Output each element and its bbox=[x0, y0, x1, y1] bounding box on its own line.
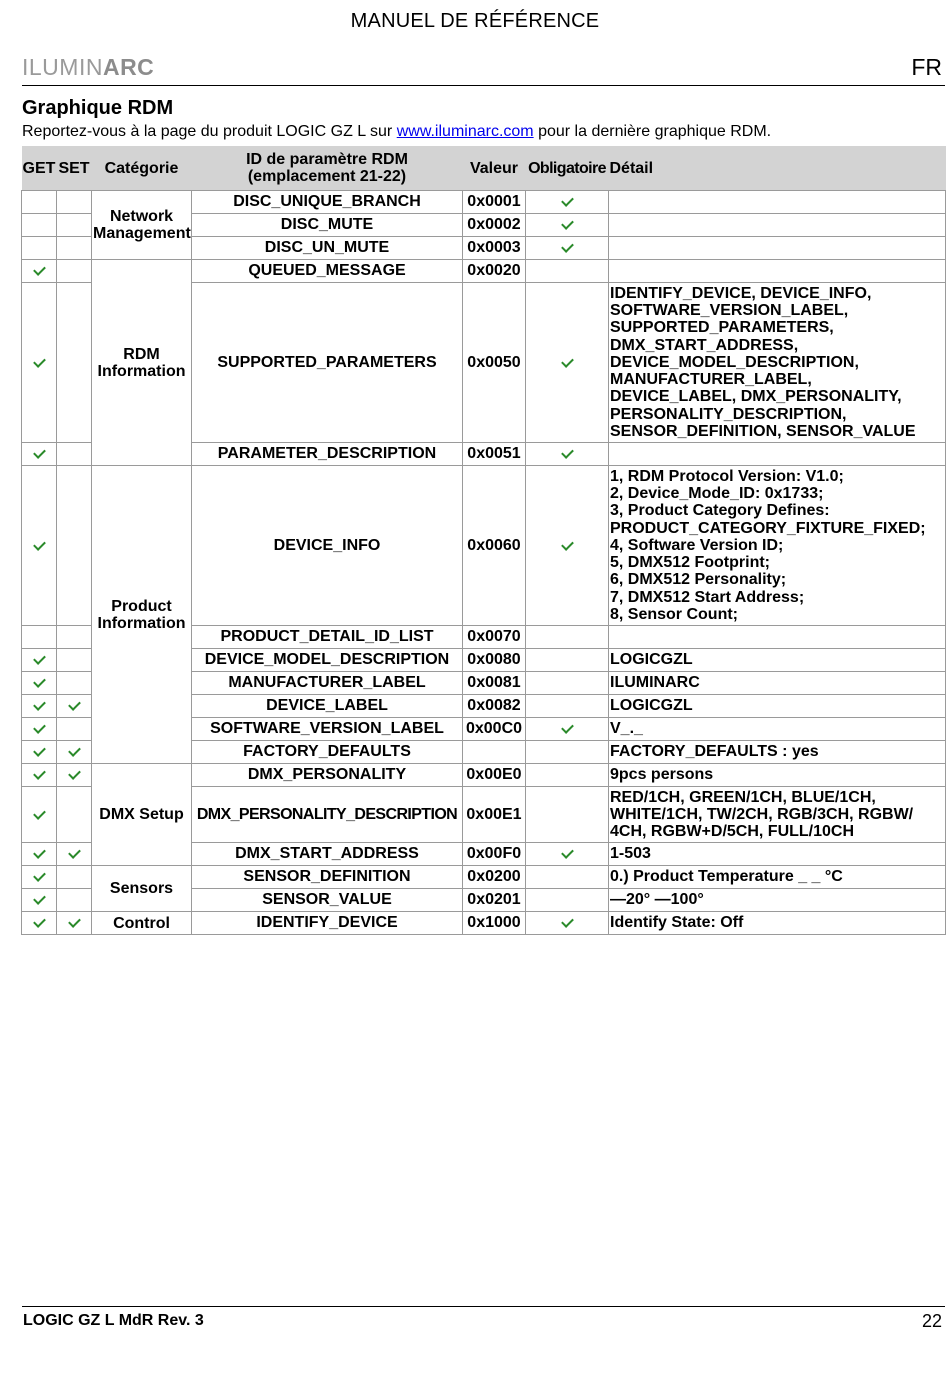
get-cell bbox=[22, 843, 57, 866]
page-number: 22 bbox=[921, 1311, 942, 1331]
value-cell: 0x0001 bbox=[463, 191, 526, 214]
get-cell bbox=[22, 466, 57, 626]
check-icon bbox=[68, 744, 81, 757]
check-icon bbox=[68, 767, 81, 780]
category-cell: Sensors bbox=[92, 866, 192, 912]
detail-cell bbox=[609, 626, 946, 649]
intro-text bbox=[22, 123, 771, 141]
get-cell bbox=[22, 214, 57, 237]
value-cell: 0x0200 bbox=[463, 866, 526, 889]
table-row bbox=[22, 260, 946, 283]
brand-logo-bold: ARC bbox=[102, 54, 155, 80]
set-cell bbox=[57, 889, 92, 912]
category-cell: RDM Information bbox=[92, 260, 192, 466]
table-body bbox=[22, 191, 946, 935]
set-cell bbox=[57, 672, 92, 695]
value-cell: 0x00E1 bbox=[463, 787, 526, 843]
param-id-cell: DISC_UN_MUTE bbox=[192, 237, 463, 260]
category-cell: Control bbox=[92, 912, 192, 935]
detail-cell bbox=[609, 260, 946, 283]
param-id-cell: IDENTIFY_DEVICE bbox=[192, 912, 463, 935]
brand-logo-light: ILUMIN bbox=[22, 54, 103, 80]
check-icon bbox=[561, 240, 574, 253]
detail-cell: 1, RDM Protocol Version: V1.0; 2, Device_Mode_ID: 0x1733; 3, Product Category Defines: PRODUCT_CATEGORY_FIXTURE_FIXED; 4, Software Version ID; 5, DMX512 Footprint; 6, DMX512 Personality; 7, DMX512 Start Address; 8, Sensor Count; bbox=[609, 466, 946, 626]
value-cell: 0x1000 bbox=[463, 912, 526, 935]
get-cell bbox=[22, 626, 57, 649]
value-cell: 0x0002 bbox=[463, 214, 526, 237]
value-cell: 0x0051 bbox=[463, 443, 526, 466]
header-get: GET bbox=[22, 146, 57, 191]
header-divider bbox=[22, 85, 945, 86]
set-cell bbox=[57, 912, 92, 935]
detail-cell: 0.) Product Temperature _ _ °C bbox=[609, 866, 946, 889]
set-cell bbox=[57, 466, 92, 626]
header-value: Valeur bbox=[463, 146, 526, 191]
required-cell bbox=[526, 912, 609, 935]
param-id-cell: DEVICE_LABEL bbox=[192, 695, 463, 718]
param-id-cell: SUPPORTED_PARAMETERS bbox=[192, 283, 463, 443]
param-id-cell: DMX_PERSONALITY_DESCRIPTION bbox=[192, 787, 463, 843]
get-cell bbox=[22, 191, 57, 214]
table-row bbox=[22, 191, 946, 214]
value-cell: 0x0070 bbox=[463, 626, 526, 649]
value-cell bbox=[463, 741, 526, 764]
rdm-table bbox=[21, 146, 946, 935]
check-icon bbox=[33, 767, 46, 780]
required-cell bbox=[526, 214, 609, 237]
required-cell bbox=[526, 695, 609, 718]
header-required: Obligatoire bbox=[526, 146, 609, 191]
value-cell: 0x00C0 bbox=[463, 718, 526, 741]
value-cell: 0x0003 bbox=[463, 237, 526, 260]
detail-cell: ILUMINARC bbox=[609, 672, 946, 695]
value-cell: 0x0060 bbox=[463, 466, 526, 626]
table-row bbox=[22, 764, 946, 787]
check-icon bbox=[33, 846, 46, 859]
check-icon bbox=[561, 217, 574, 230]
param-id-cell: DEVICE_INFO bbox=[192, 466, 463, 626]
required-cell bbox=[526, 764, 609, 787]
check-icon bbox=[33, 538, 46, 551]
param-id-cell: DMX_START_ADDRESS bbox=[192, 843, 463, 866]
check-icon bbox=[561, 446, 574, 459]
param-id-cell: DISC_MUTE bbox=[192, 214, 463, 237]
required-cell bbox=[526, 443, 609, 466]
check-icon bbox=[33, 675, 46, 688]
footer-divider bbox=[22, 1306, 945, 1307]
required-cell bbox=[526, 626, 609, 649]
required-cell bbox=[526, 718, 609, 741]
section-title: Graphique RDM bbox=[22, 97, 174, 119]
param-id-cell: DMX_PERSONALITY bbox=[192, 764, 463, 787]
footer-doc-title: LOGIC GZ L MdR Rev. 3 bbox=[23, 1312, 204, 1329]
required-cell bbox=[526, 843, 609, 866]
param-id-cell: SOFTWARE_VERSION_LABEL bbox=[192, 718, 463, 741]
check-icon bbox=[68, 915, 81, 928]
required-cell bbox=[526, 466, 609, 626]
set-cell bbox=[57, 260, 92, 283]
set-cell bbox=[57, 191, 92, 214]
category-cell: DMX Setup bbox=[92, 764, 192, 866]
language-code: FR bbox=[911, 54, 942, 80]
value-cell: 0x0020 bbox=[463, 260, 526, 283]
check-icon bbox=[33, 355, 46, 368]
table-header-row bbox=[22, 146, 946, 191]
required-cell bbox=[526, 260, 609, 283]
get-cell bbox=[22, 764, 57, 787]
detail-cell: 9pcs persons bbox=[609, 764, 946, 787]
intro-before: Reportez-vous à la page du produit LOGIC GZ L sur bbox=[22, 123, 397, 140]
page-header-title: MANUEL DE RÉFÉRENCE bbox=[350, 10, 600, 32]
get-cell bbox=[22, 866, 57, 889]
set-cell bbox=[57, 741, 92, 764]
set-cell bbox=[57, 843, 92, 866]
check-icon bbox=[33, 744, 46, 757]
check-icon bbox=[561, 194, 574, 207]
table-row bbox=[22, 866, 946, 889]
detail-cell: V_._ bbox=[609, 718, 946, 741]
set-cell bbox=[57, 764, 92, 787]
detail-cell bbox=[609, 214, 946, 237]
header-param-id: ID de paramètre RDM (emplacement 21-22) bbox=[192, 146, 463, 191]
required-cell bbox=[526, 672, 609, 695]
category-cell: Product Information bbox=[92, 466, 192, 764]
check-icon bbox=[68, 698, 81, 711]
detail-cell: 1-503 bbox=[609, 843, 946, 866]
get-cell bbox=[22, 672, 57, 695]
header-detail: Détail bbox=[609, 146, 946, 191]
param-id-cell: MANUFACTURER_LABEL bbox=[192, 672, 463, 695]
value-cell: 0x0080 bbox=[463, 649, 526, 672]
check-icon bbox=[33, 698, 46, 711]
iluminarc-link[interactable]: www.iluminarc.com bbox=[396, 123, 534, 140]
required-cell bbox=[526, 191, 609, 214]
required-cell bbox=[526, 787, 609, 843]
set-cell bbox=[57, 718, 92, 741]
param-id-cell: DEVICE_MODEL_DESCRIPTION bbox=[192, 649, 463, 672]
get-cell bbox=[22, 912, 57, 935]
category-cell: Network Management bbox=[92, 191, 192, 260]
required-cell bbox=[526, 283, 609, 443]
check-icon bbox=[561, 355, 574, 368]
required-cell bbox=[526, 866, 609, 889]
detail-cell: IDENTIFY_DEVICE, DEVICE_INFO, SOFTWARE_VERSION_LABEL, SUPPORTED_PARAMETERS, DMX_START_ADDRESS, DEVICE_MODEL_DESCRIPTION, MANUFACTURER_LABEL, DEVICE_LABEL, DMX_PERSONALITY, PERSONALITY_DESCRIPTION, SENSOR_DEFINITION, SENSOR_VALUE bbox=[609, 283, 946, 443]
get-cell bbox=[22, 741, 57, 764]
required-cell bbox=[526, 741, 609, 764]
table-row bbox=[22, 466, 946, 626]
check-icon bbox=[33, 721, 46, 734]
check-icon bbox=[33, 446, 46, 459]
required-cell bbox=[526, 649, 609, 672]
check-icon bbox=[561, 538, 574, 551]
param-id-cell: PRODUCT_DETAIL_ID_LIST bbox=[192, 626, 463, 649]
value-cell: 0x00F0 bbox=[463, 843, 526, 866]
check-icon bbox=[561, 846, 574, 859]
detail-cell bbox=[609, 237, 946, 260]
header-category: Catégorie bbox=[92, 146, 192, 191]
set-cell bbox=[57, 695, 92, 718]
check-icon bbox=[33, 807, 46, 820]
header-set: SET bbox=[57, 146, 92, 191]
check-icon bbox=[33, 869, 46, 882]
set-cell bbox=[57, 214, 92, 237]
set-cell bbox=[57, 237, 92, 260]
get-cell bbox=[22, 649, 57, 672]
check-icon bbox=[561, 915, 574, 928]
detail-cell: LOGICGZL bbox=[609, 695, 946, 718]
set-cell bbox=[57, 283, 92, 443]
intro-after: pour la dernière graphique RDM. bbox=[533, 123, 772, 140]
value-cell: 0x00E0 bbox=[463, 764, 526, 787]
value-cell: 0x0082 bbox=[463, 695, 526, 718]
detail-cell: RED/1CH, GREEN/1CH, BLUE/1CH, WHITE/1CH, TW/2CH, RGB/3CH, RGBW/ 4CH, RGBW+D/5CH, FULL/10CH bbox=[609, 787, 946, 843]
value-cell: 0x0201 bbox=[463, 889, 526, 912]
param-id-cell: DISC_UNIQUE_BRANCH bbox=[192, 191, 463, 214]
get-cell bbox=[22, 787, 57, 843]
required-cell bbox=[526, 889, 609, 912]
detail-cell: Identify State: Off bbox=[609, 912, 946, 935]
get-cell bbox=[22, 237, 57, 260]
set-cell bbox=[57, 626, 92, 649]
detail-cell: FACTORY_DEFAULTS : yes bbox=[609, 741, 946, 764]
check-icon bbox=[33, 652, 46, 665]
get-cell bbox=[22, 260, 57, 283]
get-cell bbox=[22, 718, 57, 741]
set-cell bbox=[57, 649, 92, 672]
set-cell bbox=[57, 443, 92, 466]
check-icon bbox=[33, 915, 46, 928]
get-cell bbox=[22, 889, 57, 912]
set-cell bbox=[57, 866, 92, 889]
check-icon bbox=[561, 721, 574, 734]
param-id-cell: FACTORY_DEFAULTS bbox=[192, 741, 463, 764]
detail-cell bbox=[609, 443, 946, 466]
check-icon bbox=[33, 892, 46, 905]
brand-logo bbox=[22, 54, 154, 81]
check-icon bbox=[68, 846, 81, 859]
value-cell: 0x0081 bbox=[463, 672, 526, 695]
get-cell bbox=[22, 695, 57, 718]
get-cell bbox=[22, 443, 57, 466]
detail-cell: —20° —100° bbox=[609, 889, 946, 912]
value-cell: 0x0050 bbox=[463, 283, 526, 443]
detail-cell bbox=[609, 191, 946, 214]
param-id-cell: QUEUED_MESSAGE bbox=[192, 260, 463, 283]
param-id-cell: SENSOR_VALUE bbox=[192, 889, 463, 912]
get-cell bbox=[22, 283, 57, 443]
param-id-cell: PARAMETER_DESCRIPTION bbox=[192, 443, 463, 466]
detail-cell: LOGICGZL bbox=[609, 649, 946, 672]
param-id-cell: SENSOR_DEFINITION bbox=[192, 866, 463, 889]
check-icon bbox=[33, 263, 46, 276]
required-cell bbox=[526, 237, 609, 260]
table-row bbox=[22, 912, 946, 935]
set-cell bbox=[57, 787, 92, 843]
